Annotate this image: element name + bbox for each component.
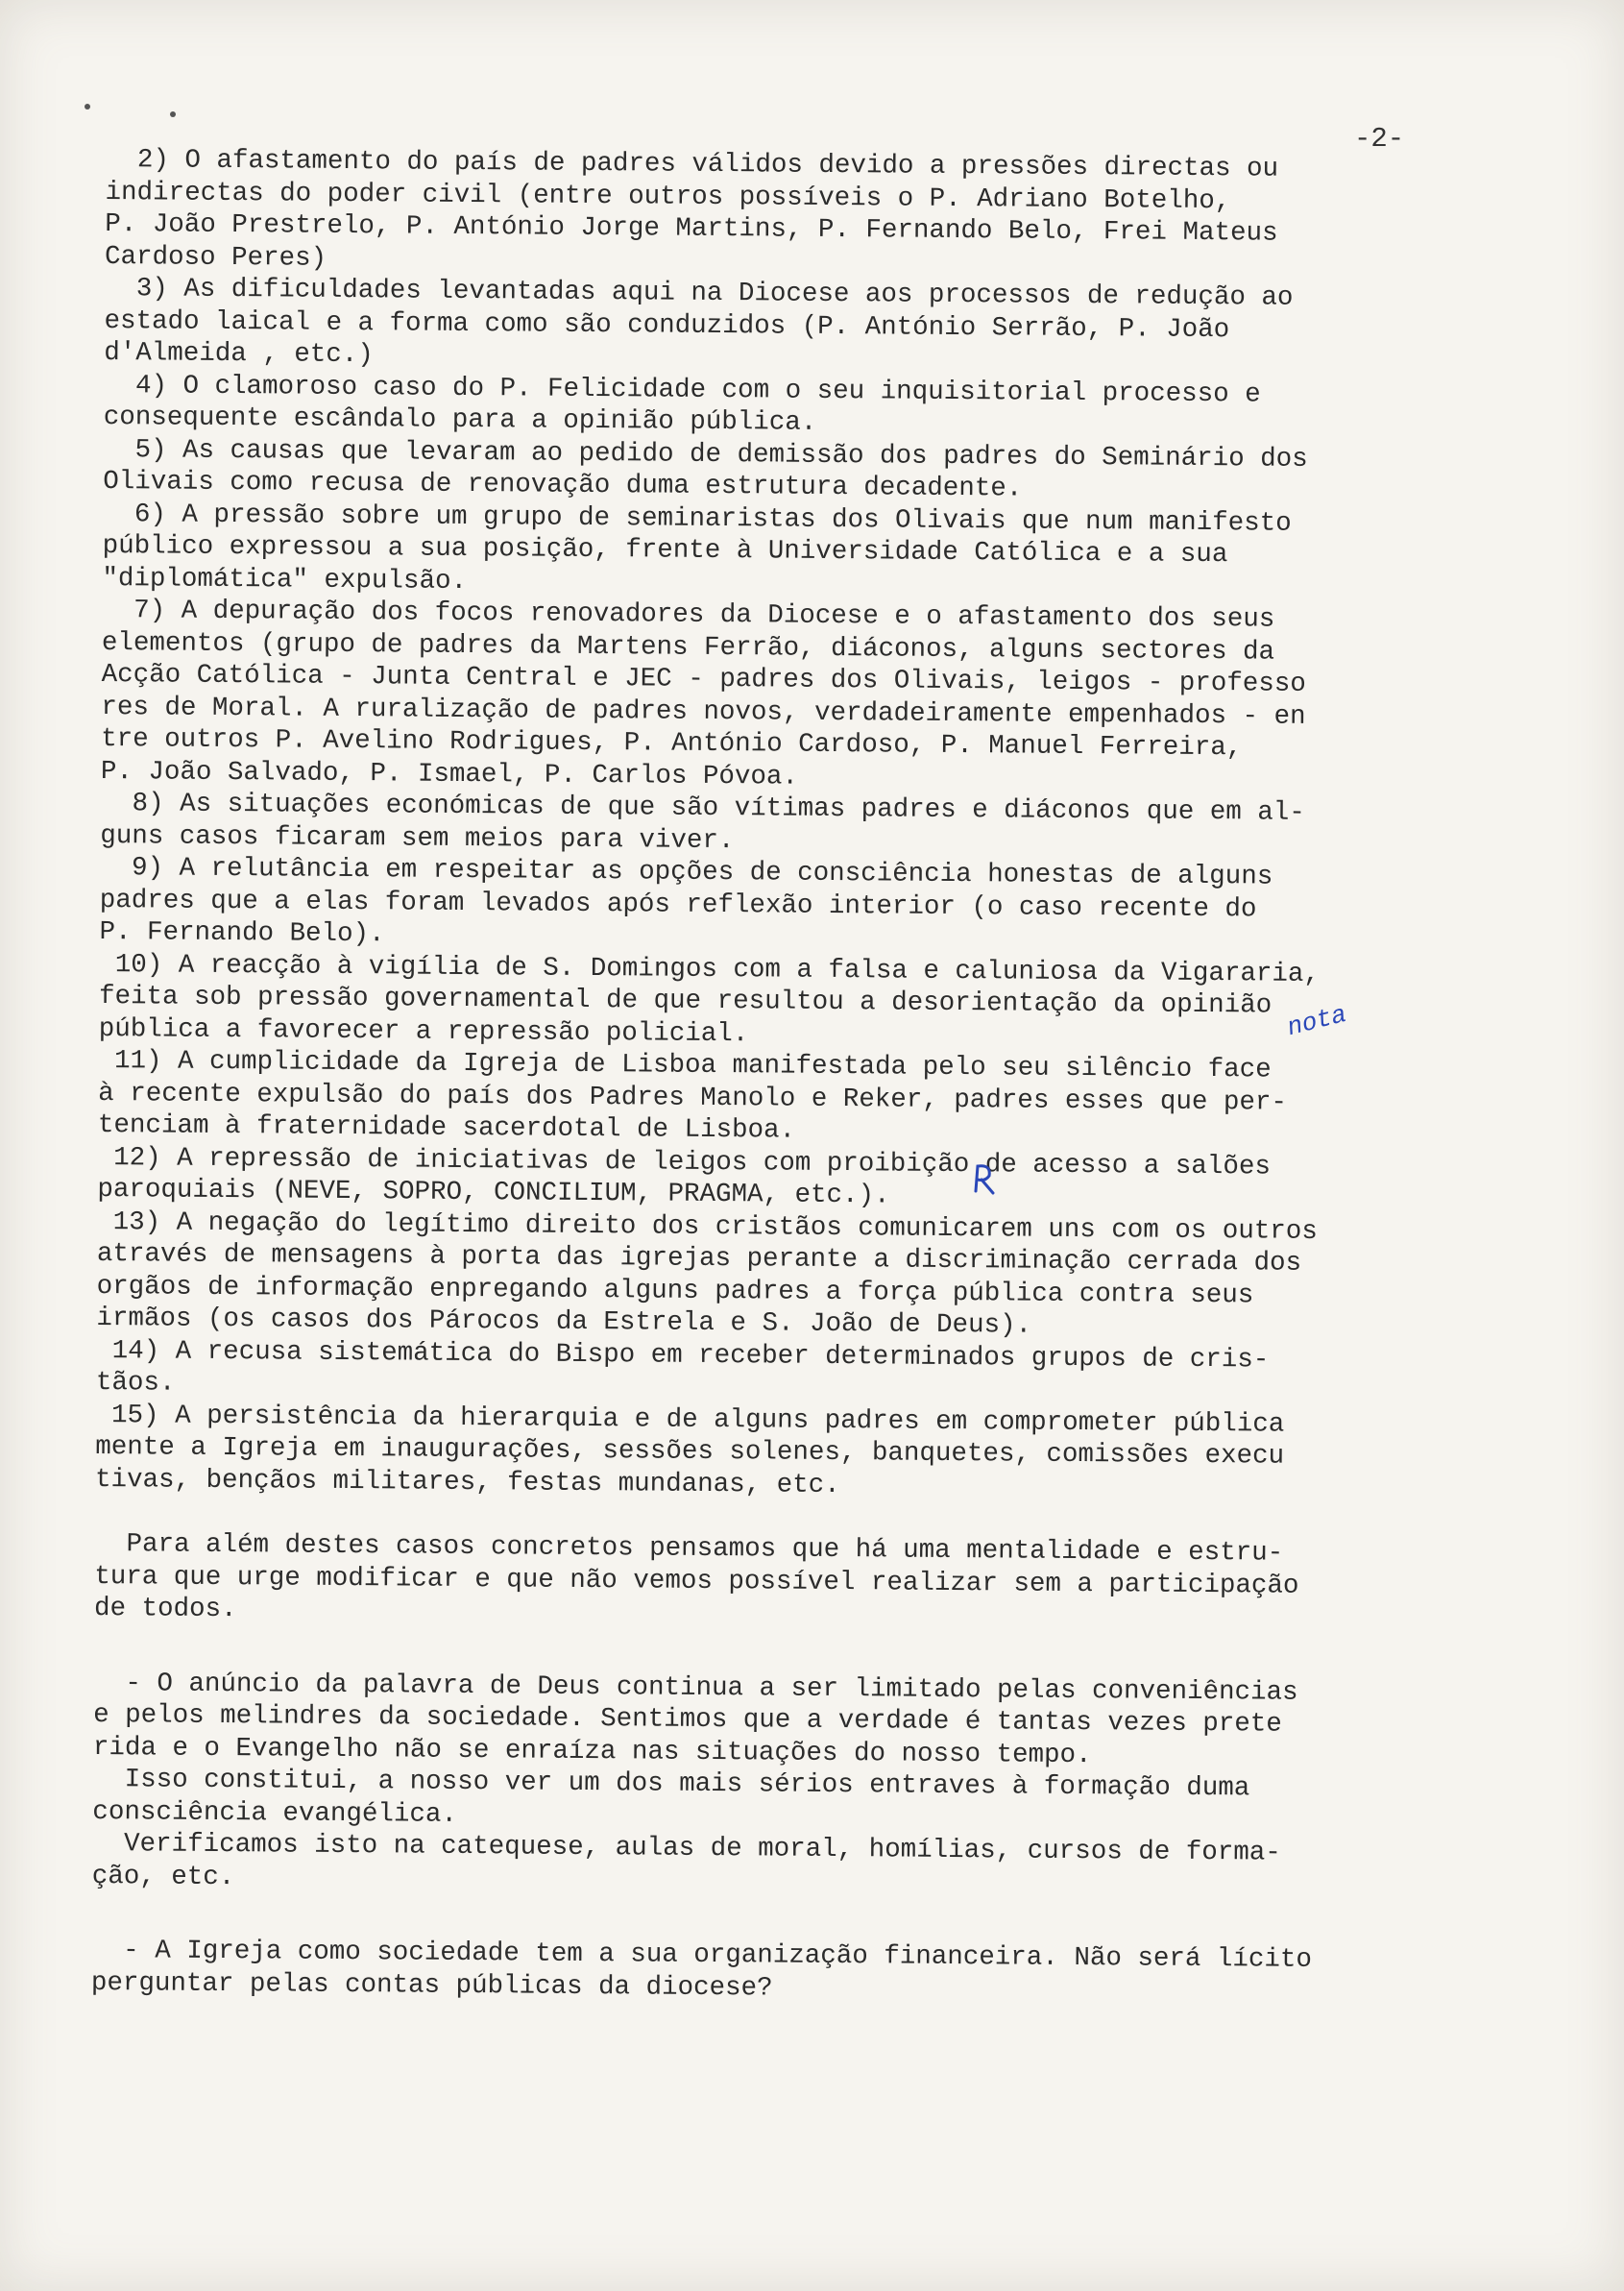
text-line: Para além destes casos concretos pensamos que há uma mentalidade e estru- [94,1528,1284,1569]
text-line: 8) As situações económicas de que são vítimas padres e diáconos que em al- [100,788,1305,828]
complaints-list [95,144,1546,1507]
text-line: irmãos (os casos dos Párocos da Estrela e S. João de Deus). [96,1303,1032,1341]
handwritten-annotation: nota [1284,999,1350,1043]
text-line: 2) O afastamento do país de padres válidos devido a pressões directas ou [105,144,1279,184]
text-line: padres que a elas foram levados após reflexão interior (o caso recente do [99,885,1257,924]
text-line: Verificamos isto na catequese, aulas de moral, homílias, cursos de forma- [91,1828,1281,1868]
text-line: público expressou a sua posição, frente à Universidade Católica e a sua [102,530,1228,571]
text-line: Isso constitui, a nosso ver um dos mais sérios entraves à formação duma [92,1764,1250,1804]
text-line: consciência evangélica. [92,1796,458,1830]
text-line: feita sob pressão governamental de que resultou a desorientação da opinião [98,981,1273,1021]
text-line: Olivais como recusa de renovação duma estrutura decadente. [103,466,1023,504]
text-line: à recente expulsão do país dos Padres Manolo e Reker, padres esses que per- [98,1078,1288,1118]
paragraph-finances [91,1935,1532,2011]
text-line: estado laical e a forma como são conduzidos (P. António Serrão, P. João [104,305,1230,345]
text-line: consequente escândalo para a opinião pública. [103,402,817,438]
text-line: de todos. [93,1593,237,1625]
text-line: 6) A pressão sobre um grupo de seminaristas dos Olivais que num manifesto [102,499,1292,539]
text-line: através de mensagens à porta das igrejas perante a discriminação cerrada dos [96,1238,1302,1279]
text-line: 4) O clamoroso caso do P. Felicidade com o seu inquisitorial processo e [103,370,1261,409]
text-line: 3) As dificuldades levantadas aqui na Diocese aos processos de redução ao [104,273,1294,313]
paragraph-word-of-god [92,1667,1535,1903]
text-line: P. João Prestrelo, P. António Jorge Martins, P. Fernando Belo, Frei Mateus [105,208,1278,249]
text-line: tura que urge modificar e que não vemos possível realizar sem a participação [94,1561,1299,1601]
typed-text [91,144,1546,2011]
page-number: -2- [1354,123,1405,155]
text-line: pública a favorecer a repressão policial. [98,1013,749,1049]
text-line: Cardoso Peres) [104,241,327,274]
text-line: e pelos melindres da sociedade. Sentimos que a verdade é tantas vezes prete [93,1699,1282,1740]
text-line: 10) A reacção à vigília de S. Domingos com a falsa e caluniosa da Vigararia, [99,949,1321,989]
text-line: tre outros P. Avelino Rodrigues, P. António Cardoso, P. Manuel Ferreira, [101,723,1243,764]
text-line: - O anúncio da palavra de Deus continua a ser limitado pelas conveniências [93,1668,1298,1708]
text-line: 7) A depuração dos focos renovadores da Diocese e o afastamento dos seus [102,595,1275,635]
speck-mark [85,104,90,110]
text-line: 13) A negação do legítimo direito dos cristãos comunicarem uns com os outros [97,1206,1318,1247]
text-line: P. João Salvado, P. Ismael, P. Carlos Póvoa. [100,756,799,792]
text-line: 11) A cumplicidade da Igreja de Lisboa manifestada pelo seu silêncio face [98,1045,1272,1085]
text-line: orgãos de informação enpregando alguns padres a força pública contra seus [96,1271,1254,1310]
text-line: 9) A relutância em respeitar as opções de consciência honestas de alguns [99,852,1273,892]
text-line: perguntar pelas contas públicas da diocese? [90,1967,773,2004]
text-line: "diplomática" expulsão. [102,563,468,597]
text-line: ção, etc. [91,1861,235,1892]
text-line: 14) A recusa sistemática do Bispo em receber determinados grupos de cris- [96,1335,1270,1376]
text-line: guns casos ficaram sem meios para viver. [100,820,735,856]
paragraph-concrete-cases [94,1528,1536,1636]
text-line: 15) A persistência da hierarquia e de alguns padres em comprometer pública [95,1400,1285,1440]
text-line: rida e o Evangelho não se enraíza nas situações do nosso tempo. [92,1732,1092,1770]
text-line: P. Fernando Belo). [99,916,385,950]
text-line: elementos (grupo de padres da Martens Ferrão, diáconos, alguns sectores da [101,627,1275,668]
text-line: Acção Católica - Junta Central e JEC - padres dos Olivais, leigos - professo [101,659,1306,699]
text-line: 5) As causas que levaram ao pedido de demissão dos padres do Seminário dos [103,434,1308,475]
text-line: - A Igreja como sociedade tem a sua organização financeira. Não será lícito [91,1935,1313,1975]
text-line: mente a Igreja em inaugurações, sessões solenes, banquetes, comissões execu [95,1431,1285,1472]
text-line: indirectas do poder civil (entre outros possíveis o P. Adriano Botelho, [105,177,1231,216]
text-line: tãos. [95,1367,176,1399]
text-line: d'Almeida , etc.) [104,337,374,371]
text-line: tenciam à fraternidade sacerdotal de Lisboa. [97,1109,796,1146]
text-line: paroquiais (NEVE, SOPRO, CONCILIUM, PRAGMA, etc.). [97,1174,890,1211]
text-line: res de Moral. A ruralização de padres novos, verdadeiramente empenhados - en [101,692,1306,732]
speck-mark [170,111,176,117]
text-line: tivas, bençãos militares, festas mundanas, etc. [94,1464,840,1500]
text-line: 12) A repressão de iniciativas de leigos com proibição de acesso a salões [97,1142,1272,1182]
ink-correction-mark [970,1162,999,1195]
